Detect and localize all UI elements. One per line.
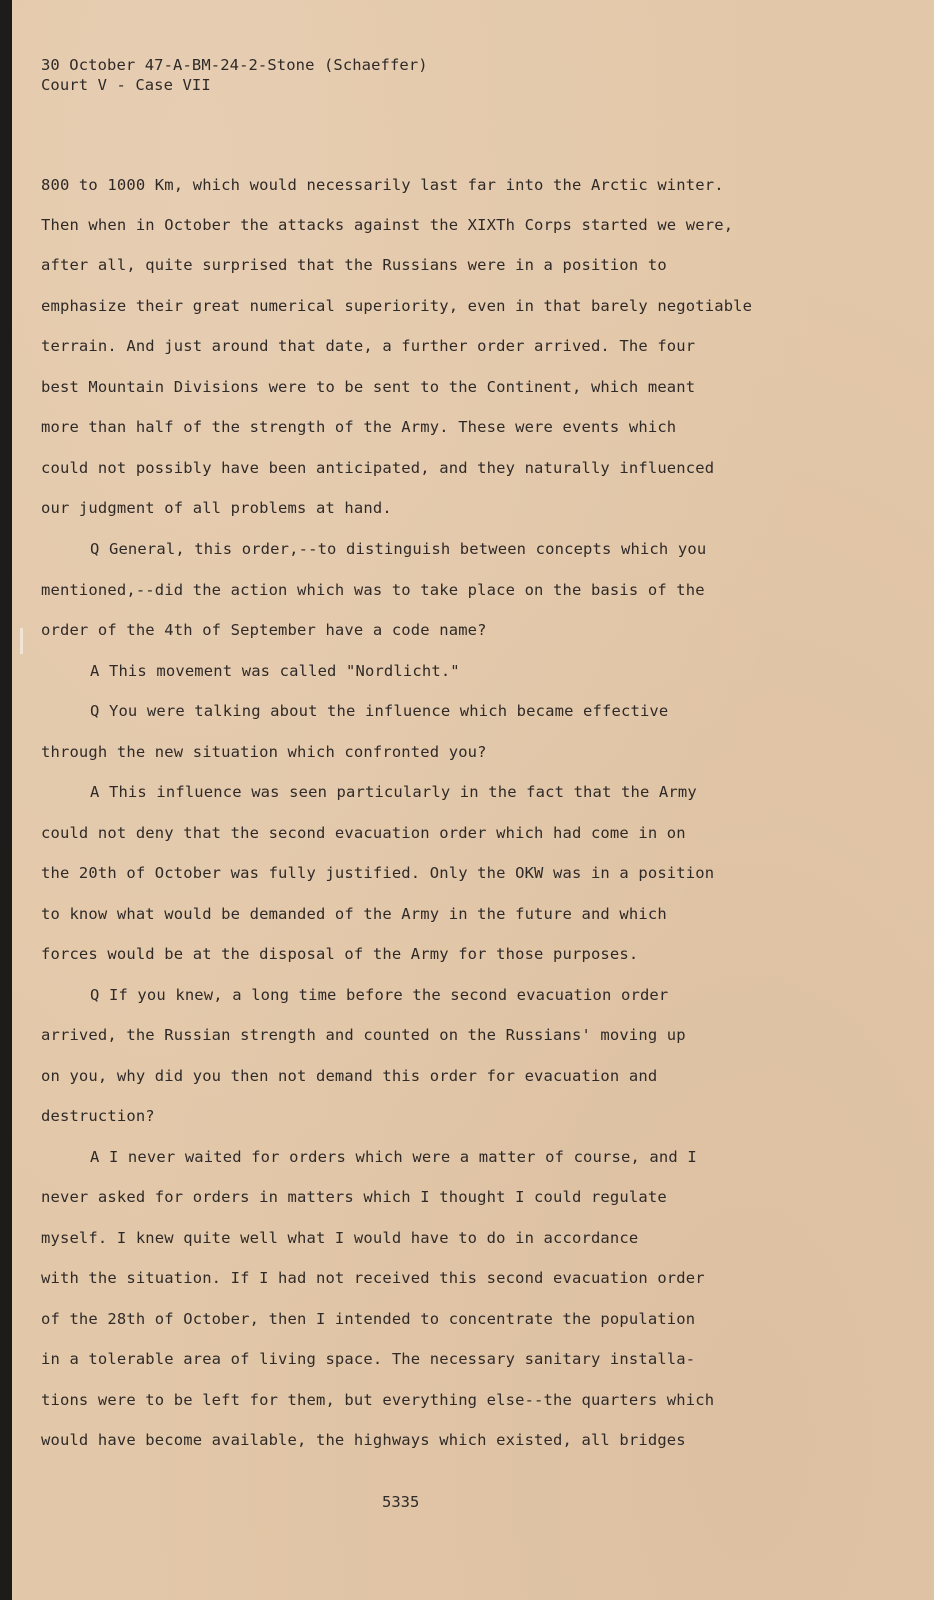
body-line: on you, why did you then not demand this order for evacuation and bbox=[41, 1067, 658, 1085]
body-line: in a tolerable area of living space. The necessary sanitary installa- bbox=[41, 1350, 696, 1368]
body-line: to know what would be demanded of the Army in the future and which bbox=[41, 905, 667, 923]
body-line: with the situation. If I had not received this second evacuation order bbox=[41, 1269, 705, 1287]
body-line: emphasize their great numerical superiority, even in that barely negotiable bbox=[41, 297, 753, 315]
document-header bbox=[41, 55, 428, 95]
answer-line: A I never waited for orders which were a matter of course, and I bbox=[90, 1148, 697, 1166]
scan-left-edge bbox=[0, 0, 12, 1600]
body-line: forces would be at the disposal of the Army for those purposes. bbox=[41, 945, 639, 963]
body-line: 800 to 1000 Km, which would necessarily last far into the Arctic winter. bbox=[41, 176, 724, 194]
header-court-case: Court V - Case VII bbox=[41, 76, 211, 94]
body-line: myself. I knew quite well what I would have to do in accordance bbox=[41, 1229, 639, 1247]
paper-tab-mark bbox=[20, 628, 23, 654]
question-line: Q General, this order,--to distinguish between concepts which you bbox=[90, 540, 707, 558]
body-line: order of the 4th of September have a code name? bbox=[41, 621, 487, 639]
document-page bbox=[12, 0, 934, 1600]
body-line: through the new situation which confronted you? bbox=[41, 743, 487, 761]
question-line: Q If you knew, a long time before the second evacuation order bbox=[90, 986, 669, 1004]
body-line: could not possibly have been anticipated, and they naturally influenced bbox=[41, 459, 715, 477]
body-line: terrain. And just around that date, a further order arrived. The four bbox=[41, 337, 696, 355]
body-line: tions were to be left for them, but everything else--the quarters which bbox=[41, 1391, 715, 1409]
answer-line: A This movement was called "Nordlicht." bbox=[90, 662, 460, 680]
body-line: the 20th of October was fully justified. Only the OKW was in a position bbox=[41, 864, 715, 882]
body-line: never asked for orders in matters which I thought I could regulate bbox=[41, 1188, 667, 1206]
body-line: arrived, the Russian strength and counted on the Russians' moving up bbox=[41, 1026, 686, 1044]
body-line: after all, quite surprised that the Russians were in a position to bbox=[41, 256, 667, 274]
header-date-reference: 30 October 47-A-BM-24-2-Stone (Schaeffer) bbox=[41, 56, 428, 74]
body-line: best Mountain Divisions were to be sent to the Continent, which meant bbox=[41, 378, 696, 396]
body-line: more than half of the strength of the Army. These were events which bbox=[41, 418, 677, 436]
page-number: 5335 bbox=[382, 1493, 420, 1511]
body-line: mentioned,--did the action which was to take place on the basis of the bbox=[41, 581, 705, 599]
body-line: would have become available, the highways which existed, all bridges bbox=[41, 1431, 686, 1449]
answer-line: A This influence was seen particularly in the fact that the Army bbox=[90, 783, 697, 801]
body-line: could not deny that the second evacuation order which had come in on bbox=[41, 824, 686, 842]
body-line: of the 28th of October, then I intended to concentrate the population bbox=[41, 1310, 696, 1328]
body-line: destruction? bbox=[41, 1107, 155, 1125]
body-line: our judgment of all problems at hand. bbox=[41, 499, 392, 517]
body-line: Then when in October the attacks against the XIXTh Corps started we were, bbox=[41, 216, 734, 234]
question-line: Q You were talking about the influence which became effective bbox=[90, 702, 669, 720]
